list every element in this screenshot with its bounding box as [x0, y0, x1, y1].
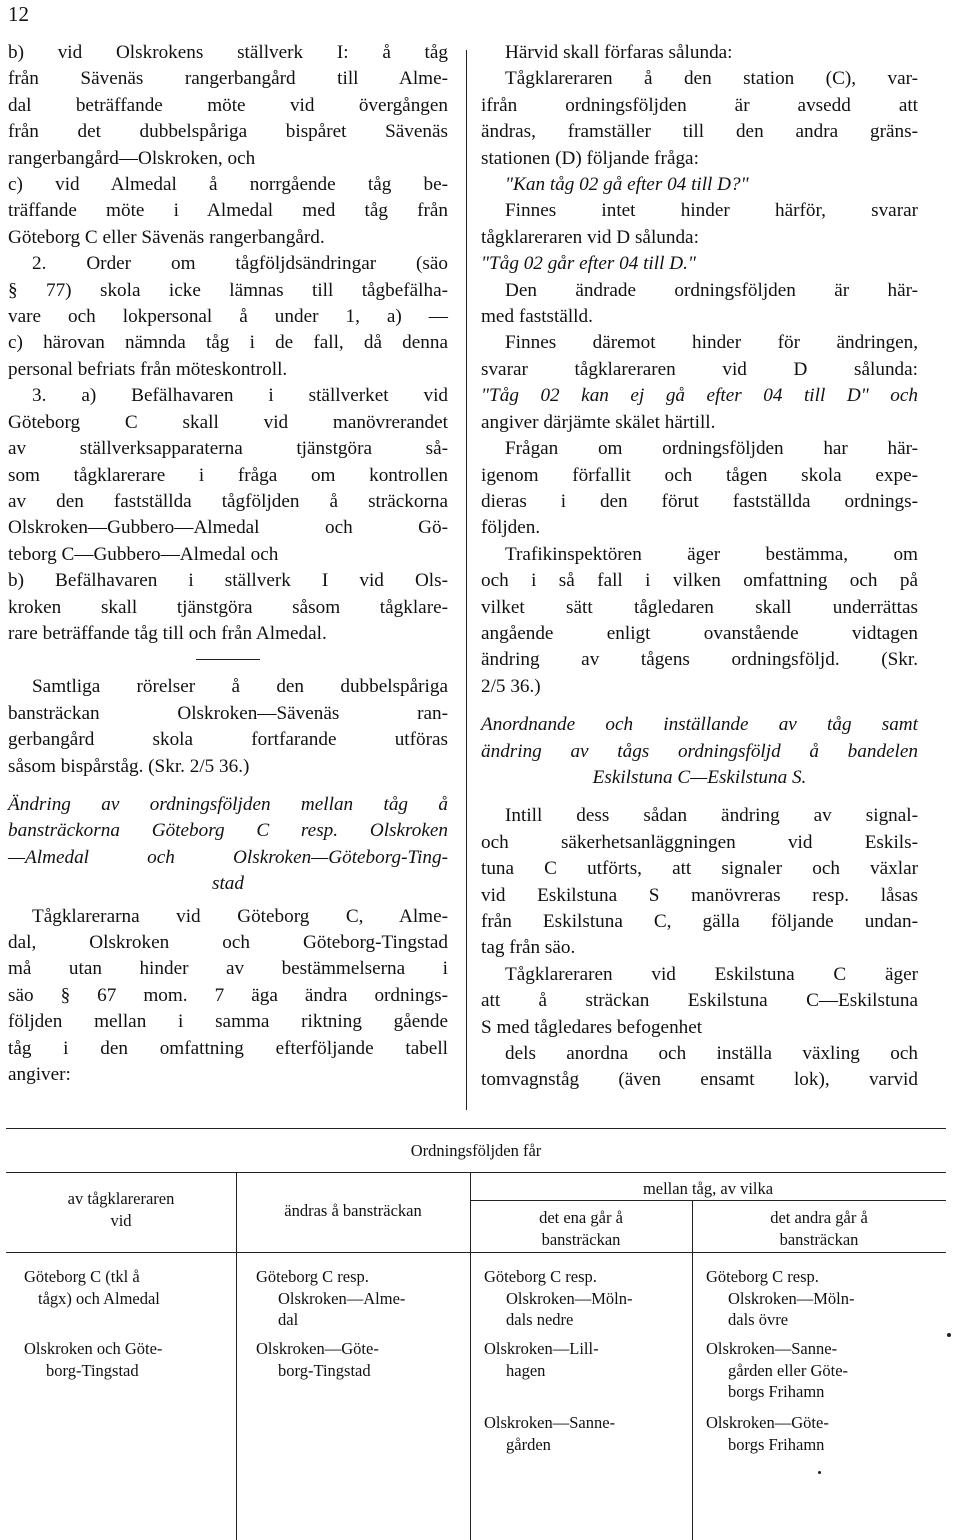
page-number: 12 — [8, 2, 29, 26]
text-line: angående enligt ovanstående vidtagen — [481, 622, 918, 644]
text-line: stationen (D) följande fråga: — [481, 147, 699, 169]
print-speck — [947, 1333, 951, 1337]
column-header-det-andra — [692, 1207, 946, 1250]
heading-line: ändring av tågs ordningsföljd å bandelen — [481, 740, 918, 762]
text-line: tågklareraren vid D sålunda: — [481, 226, 699, 248]
paragraph-dels — [481, 1041, 918, 1094]
heading-line: Ändring av ordningsföljden mellan tåg å — [8, 793, 448, 815]
text-line: c) härovan nämnda tåg i de fall, då denna — [8, 332, 448, 354]
table-cell — [24, 1266, 234, 1309]
text-line: angiver: — [8, 1064, 71, 1086]
cell-line: Göteborg C (tkl å — [24, 1267, 140, 1286]
cell-line: Göteborg C resp. — [256, 1267, 369, 1286]
text-line: dal, Olskroken och Göteborg-Tingstad — [8, 932, 448, 953]
table-cell — [484, 1266, 690, 1331]
section-heading-goteborg — [8, 792, 448, 898]
text-line: "Tåg 02 går efter 04 till D." — [481, 253, 696, 275]
text-line: vid Eskilstuna S manövreras resp. låsas — [481, 884, 918, 906]
table-cell — [256, 1338, 468, 1381]
text-line: följden mellan i samma riktning gående — [8, 1011, 448, 1033]
table-cell — [256, 1266, 468, 1331]
text-line: b) vid Olskrokens ställverk I: å tåg — [8, 42, 448, 63]
table-column-rule — [692, 1200, 693, 1540]
text-line: kroken skall tjänstgöra såsom tågklare- — [8, 596, 448, 618]
heading-line: Anordnande och inställande av tåg samt — [481, 714, 918, 736]
text-line: från det dubbelspåriga bispåret Sävenäs — [8, 121, 448, 143]
text-line: Tågklarerarna vid Göteborg C, Alme- — [32, 905, 448, 927]
table-cell — [24, 1338, 234, 1381]
table-rule — [6, 1128, 946, 1129]
text-line: ändring av tågens ordningsföljd. (Skr. — [481, 649, 918, 671]
text-line: 2. Order om tågföljdsändringar (säo — [32, 253, 448, 275]
text-line: igenom förfallit och tågen skola expe- — [481, 464, 918, 486]
paragraph-tagklareraren-eskilstuna — [481, 962, 918, 1041]
paragraph-1b — [8, 40, 448, 172]
cell-line: dals nedre — [506, 1310, 574, 1329]
text-line: med fastställd. — [481, 306, 593, 328]
section-divider — [196, 659, 260, 660]
table-cell — [706, 1412, 944, 1455]
text-line: av ställverksapparaterna tjänstgöra så- — [8, 438, 448, 460]
text-line: svarar tågklareraren vid D sålunda: — [481, 358, 918, 380]
text-line: tag från säo. — [481, 937, 576, 959]
cell-line: Olskroken—Göte- — [706, 1413, 829, 1432]
header-line: av tågklareraren — [67, 1189, 175, 1208]
header-line: det andra går å — [770, 1208, 868, 1227]
cell-line: Olskroken—Lill- — [484, 1339, 599, 1358]
text-line: teborg C—Gubbero—Almedal och — [8, 543, 279, 565]
text-line: av den fastställda tågföljden å sträckorna — [8, 490, 448, 512]
text-line: c) vid Almedal å norrgående tåg be- — [8, 174, 448, 196]
cell-line: Olskroken—Sanne- — [706, 1339, 838, 1358]
cell-line: Olskroken—Göte- — [256, 1339, 379, 1358]
cell-line: borgs Frihamn — [728, 1382, 825, 1401]
table-column-rule — [236, 1172, 237, 1540]
table-cell — [706, 1338, 944, 1403]
header-line: vid — [110, 1210, 132, 1230]
text-line: må utan hinder av bestämmelserna i — [8, 958, 448, 980]
paragraph-3b — [8, 568, 448, 647]
column-header-bansträckan: ändras å bansträckan — [284, 1201, 422, 1220]
text-line: Samtliga rörelser å den dubbelspåriga — [32, 676, 448, 698]
table-cell — [484, 1412, 690, 1455]
paragraph-2 — [8, 251, 448, 383]
heading-line: stad — [212, 873, 244, 895]
text-line: Tågklareraren å den station (C), var- — [505, 68, 918, 90]
cell-line: borg-Tingstad — [278, 1360, 371, 1380]
cell-line: Olskroken—Möln- — [506, 1288, 633, 1308]
heading-line: —Almedal och Olskroken—Göteborg-Ting- — [8, 846, 448, 868]
header-line: bansträckan — [541, 1229, 621, 1249]
paragraph-1c — [8, 172, 448, 251]
text-line: ifrån ordningsföljden är avsedd att — [481, 94, 918, 116]
right-column — [481, 40, 918, 1094]
text-line: tåg i den omfattning efterföljande tabell — [8, 1037, 448, 1059]
paragraph-intill — [481, 803, 918, 961]
cell-line: Olskroken—Möln- — [728, 1288, 855, 1308]
text-line: personal befriats från möteskontroll. — [8, 358, 288, 380]
heading-line: bansträckorna Göteborg C resp. Olskroken — [8, 820, 448, 842]
cell-line: gården eller Göte- — [728, 1360, 849, 1380]
text-line: Intill dess sådan ändring av signal- — [505, 805, 918, 827]
print-speck — [818, 1471, 821, 1474]
text-line: ändras, framställer till den andra gräns- — [481, 121, 918, 143]
paragraph-3a — [8, 383, 448, 568]
table-header-top: Ordningsföljden får — [410, 1141, 542, 1160]
table-rule — [470, 1200, 946, 1201]
text-line: Frågan om ordningsföljden har här- — [505, 438, 918, 460]
text-line: tomvagnståg (även ensamt lok), varvid — [481, 1069, 918, 1091]
spacer — [481, 700, 918, 712]
paragraph-samtliga — [8, 674, 448, 780]
left-column — [8, 40, 448, 1088]
text-line: bansträckan Olskroken—Sävenäs ran- — [8, 702, 448, 724]
header-line: det ena går å — [539, 1208, 623, 1227]
text-line: Finnes intet hinder härför, svarar — [505, 200, 918, 222]
column-header-det-ena — [470, 1207, 692, 1250]
text-line: S med tågledares befogenhet — [481, 1016, 703, 1038]
text-line: träffande möte i Almedal med tåg från — [8, 200, 448, 222]
text-line: Tågklareraren vid Eskilstuna C äger — [505, 963, 918, 985]
column-divider — [466, 50, 467, 1110]
header-line: bansträckan — [779, 1229, 859, 1249]
section-heading-eskilstuna — [481, 712, 918, 791]
cell-line: borgs Frihamn — [728, 1434, 825, 1454]
text-line: vare och lokpersonal å under 1, a) — — [8, 306, 448, 328]
text-line: som tågklarerare i fråga om kontrollen — [8, 464, 448, 486]
cell-line: Göteborg C resp. — [484, 1267, 597, 1286]
text-line: och säkerhetsanläggningen vid Eskils- — [481, 831, 918, 853]
cell-line: gården — [506, 1434, 551, 1454]
paragraph-andrade — [481, 278, 918, 331]
text-line: Finnes däremot hinder för ändringen, — [505, 332, 918, 354]
text-line: dal beträffande möte vid övergången — [8, 94, 448, 116]
text-line: och i så fall i vilken omfattning och på — [481, 570, 918, 592]
cell-line: dals övre — [728, 1310, 789, 1329]
text-line: dels anordna och inställa växling och — [505, 1043, 918, 1065]
cell-line: Olskroken—Sanne- — [484, 1413, 616, 1432]
cell-line: hagen — [506, 1360, 546, 1380]
text-line: från Eskilstuna C, gälla följande undan- — [481, 911, 918, 932]
cell-line: borg-Tingstad — [46, 1360, 139, 1380]
text-line: Olskroken—Gubbero—Almedal och Gö- — [8, 517, 448, 539]
text-line: Härvid skall förfaras sålunda: — [505, 42, 733, 63]
paragraph-finnes-intet — [481, 198, 918, 277]
text-line: gerbangård skola fortfarande utföras — [8, 729, 448, 751]
text-line: b) Befälhavaren i ställverk I vid Ols- — [8, 570, 448, 592]
paragraph-trafikinspektoren — [481, 542, 918, 700]
column-header-tagklarerare — [6, 1188, 236, 1231]
spacer — [481, 791, 918, 803]
heading-line: Eskilstuna C—Eskilstuna S. — [592, 766, 807, 788]
text-line: Göteborg C skall vid manövrerandet — [8, 411, 448, 433]
cell-line: Olskroken—Alme- — [278, 1288, 406, 1308]
cell-line: dal — [278, 1310, 299, 1329]
table-rule — [6, 1172, 946, 1173]
paragraph-tagklarerarna — [8, 904, 448, 1089]
text-line: vilket sätt tågledaren skall underrättas — [481, 596, 918, 618]
text-line: 3. a) Befälhavaren i ställverket vid — [32, 385, 448, 407]
paragraph-finnes-daremot — [481, 330, 918, 436]
text-line: dieras i den förut fastställda ordnings- — [481, 490, 918, 512]
spacer — [8, 780, 448, 792]
text-line: rangerbangård—Olskroken, och — [8, 147, 256, 169]
text-line: såsom bispårståg. (Skr. 2/5 36.) — [8, 755, 250, 777]
table-rule — [6, 1252, 946, 1253]
text-line: "Tåg 02 kan ej gå efter 04 till D" och — [481, 385, 918, 407]
text-line: "Kan tåg 02 gå efter 04 till D?" — [505, 174, 749, 196]
cell-line: Göteborg C resp. — [706, 1267, 819, 1286]
paragraph-fragan — [481, 436, 918, 542]
text-line: 2/5 36.) — [481, 675, 541, 697]
text-line: rare beträffande tåg till och från Almedal. — [8, 622, 327, 644]
cell-line: tågx) och Almedal — [38, 1288, 160, 1308]
text-line: Den ändrade ordningsföljden är här- — [505, 279, 918, 301]
text-line: Trafikinspektören äger bestämma, om — [505, 543, 918, 565]
text-line: Göteborg C eller Sävenäs rangerbangård. — [8, 226, 325, 248]
text-line: tuna C utförts, att signaler och växlar — [481, 858, 918, 880]
column-header-mellan-tag: mellan tåg, av vilka — [642, 1179, 774, 1198]
text-line: följden. — [481, 517, 541, 539]
paragraph-harvid — [481, 40, 918, 198]
cell-line: Olskroken och Göte- — [24, 1339, 163, 1358]
text-line: från Sävenäs rangerbangård till Alme- — [8, 68, 448, 90]
text-line: säo § 67 mom. 7 äga ändra ordnings- — [8, 984, 448, 1006]
text-line: § 77) skola icke lämnas till tågbefälha- — [8, 279, 448, 301]
table-cell — [484, 1338, 690, 1381]
text-line: angiver därjämte skälet härtill. — [481, 411, 716, 433]
table-cell — [706, 1266, 944, 1331]
text-line: att å sträckan Eskilstuna C—Eskilstuna — [481, 990, 918, 1012]
